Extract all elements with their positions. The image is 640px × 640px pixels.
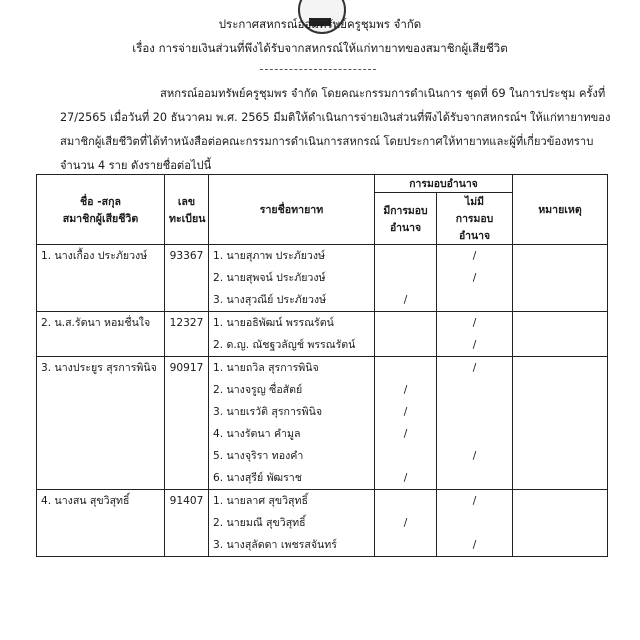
col-poa-yes: มีการมอบ อำนาจ <box>375 193 437 245</box>
heir-list: 1. นายลาศ สุขวิสุทธิ์ 2. นายมณี สุขวิสุทธิ์ 3. นางสุลัดดา เพชรสจันทร์ <box>209 490 375 557</box>
member-name: 3. นางประยูร สุรการพินิจ <box>37 357 165 490</box>
reg-no: 91407 <box>165 490 209 557</box>
announcement-subject: เรื่อง การจ่ายเงินส่วนที่พึงได้รับจากสหกรณ์ให้แก่ทายาทของสมาชิกผู้เสียชีวิต <box>132 41 508 55</box>
col-remark: หมายเหตุ <box>513 175 608 245</box>
body-line-1: สหกรณ์ออมทรัพย์ครูชุมพร จำกัด โดยคณะกรรมการดำเนินการ ชุดที่ 69 ในการประชุม ครั้งที่ <box>160 87 606 100</box>
reg-no: 12327 <box>165 312 209 357</box>
member-name: 1. นางเกื้อง ประภัยวงษ์ <box>37 245 165 312</box>
heirs-table <box>36 174 608 557</box>
poa-yes-marks: / <box>375 490 437 557</box>
col-member-name: ชื่อ -สกุล สมาชิกผู้เสียชีวิต <box>37 175 165 245</box>
table-row <box>37 245 608 312</box>
remark-cell <box>513 357 608 490</box>
remark-cell <box>513 245 608 312</box>
poa-yes-marks: / <box>375 245 437 312</box>
col-poa-no: ไม่มี การมอบอำนาจ <box>437 193 513 245</box>
poa-no-marks: / / <box>437 490 513 557</box>
poa-no-marks: / / <box>437 312 513 357</box>
remark-cell <box>513 312 608 357</box>
table-row <box>37 312 608 357</box>
heir-list: 1. นายสุภาพ ประภัยวงษ์ 2. นายสุพจน์ ประภัยวงษ์ 3. นางสุวณีย์ ประภัยวงษ์ <box>209 245 375 312</box>
reg-no: 90917 <box>165 357 209 490</box>
body-line-4: จำนวน 4 ราย ดังรายชื่อต่อไปนี้ <box>60 159 212 172</box>
body-line-3: สมาชิกผู้เสียชีวิตที่ได้ทำหนังสือต่อคณะกรรมการดำเนินการสหกรณ์ โดยประกาศให้ทายาทและผู้ที่เกี่ยวข้องทราบ <box>60 135 594 148</box>
poa-yes-marks: / / / / <box>375 357 437 490</box>
poa-no-marks: / / <box>437 245 513 312</box>
member-name: 2. น.ส.รัตนา หอมชื่นใจ <box>37 312 165 357</box>
col-reg-no: เลข ทะเบียน <box>165 175 209 245</box>
member-name: 4. นางสน สุขวิสุทธิ์ <box>37 490 165 557</box>
poa-no-marks: / / <box>437 357 513 490</box>
poa-yes-marks <box>375 312 437 357</box>
table-row <box>37 357 608 490</box>
col-poa: การมอบอำนาจ <box>375 175 513 193</box>
table-row <box>37 490 608 557</box>
heir-list: 1. นายถวิล สุรการพินิจ 2. นางจรูญ ซื่อสัตย์ 3. นายเรวัติ สุรการพินิจ 4. นางรัตนา คำมูล 5. นางจุริรา ทองคำ 6. นางสุรีย์ พัฒราช <box>209 357 375 490</box>
body-line-2: 27/2565 เมื่อวันที่ 20 ธันวาคม พ.ศ. 2565 มีมติให้ดำเนินการจ่ายเงินส่วนที่พึงได้รับจากสหกรณ์ฯ ให้แก่ทายาทของ <box>60 111 611 124</box>
reg-no: 93367 <box>165 245 209 312</box>
divider <box>260 69 376 70</box>
announcement-title: ประกาศสหกรณ์ออมทรัพย์ครูชุมพร จำกัด <box>218 17 422 31</box>
remark-cell <box>513 490 608 557</box>
heir-list: 1. นายอธิพัฒน์ พรรณรัตน์ 2. ด.ญ. ณัชฐวลัญช์ พรรณรัตน์ <box>209 312 375 357</box>
col-heirs: รายชื่อทายาท <box>209 175 375 245</box>
